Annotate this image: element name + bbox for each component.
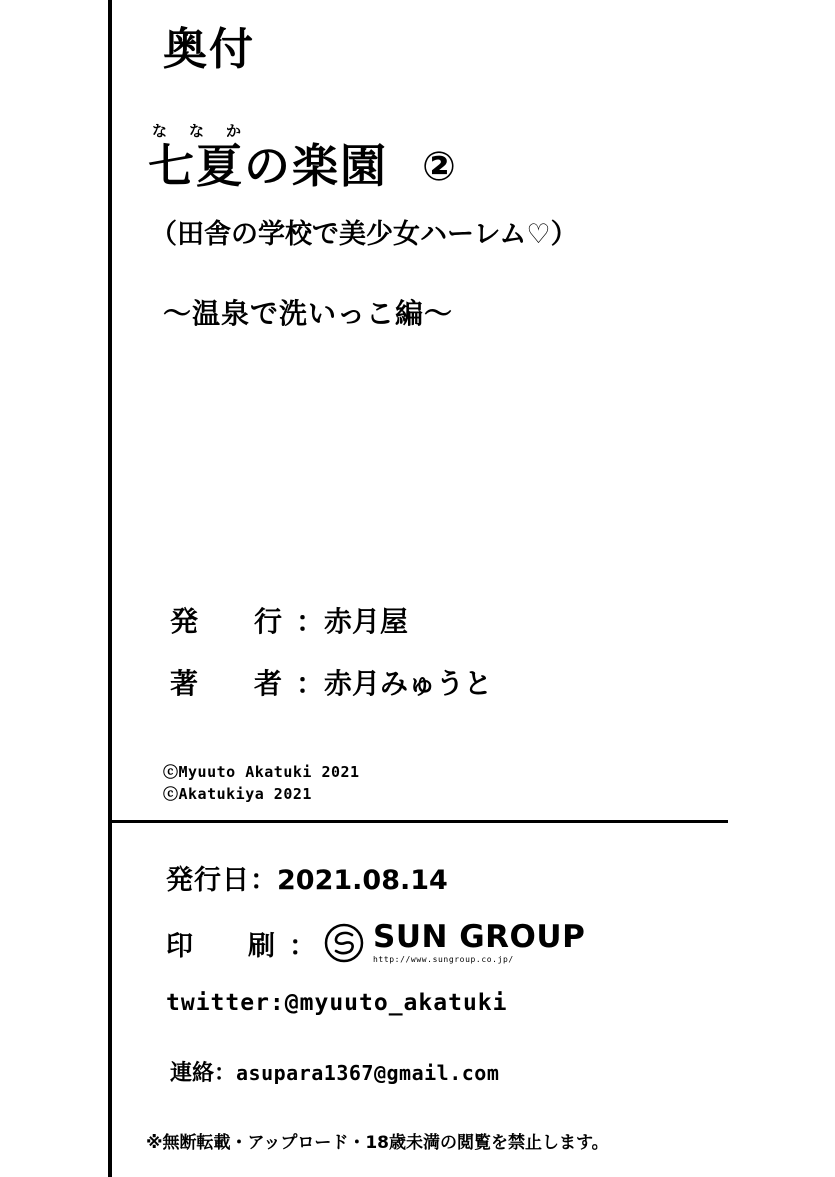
author-row: [170, 662, 492, 702]
publication-date-value: ：2021.08.14: [250, 865, 448, 896]
sun-swirl-icon: [324, 923, 364, 963]
publisher-row: [170, 600, 408, 640]
book-subtitle: （田舎の学校で美少女ハーレム♡）: [150, 219, 578, 250]
author-label: 著 者: [170, 667, 297, 700]
twitter-handle: twitter:@myuuto_akatuki: [166, 990, 508, 1016]
book-title-text: 七夏の楽園: [148, 139, 388, 193]
publication-date-label: 発行日: [166, 865, 250, 896]
printer-colon: ：: [289, 930, 316, 962]
contact-email: asupara1367@gmail.com: [236, 1061, 500, 1085]
printer-label: 印 刷: [166, 930, 289, 962]
left-vertical-rule: [108, 0, 112, 1177]
publisher-label: 発 行: [170, 605, 297, 638]
sun-group-url: http://www.sungroup.co.jp/: [373, 955, 514, 964]
copyright-block: [163, 762, 360, 806]
sun-group-logo: [324, 919, 586, 964]
volume-number: ②: [422, 144, 458, 190]
contact-row: [170, 1056, 499, 1087]
publisher-value: ：赤月屋: [296, 605, 409, 638]
sun-group-wordmark-block: [373, 919, 586, 964]
contact-label: 連絡：: [170, 1061, 237, 1086]
sun-group-wordmark: SUN GROUP: [373, 919, 586, 955]
horizontal-divider: [108, 820, 728, 823]
book-arc-title: 〜温泉で洗いっこ編〜: [163, 297, 454, 330]
legal-notice: ※無断転載・アップロード・18歳未満の閲覧を禁止します。: [146, 1133, 609, 1153]
printer-row: [166, 919, 586, 964]
title-ruby: ななか: [152, 122, 264, 140]
page-title: 奥付: [163, 24, 255, 75]
copyright-line-2: ⓒAkatukiya 2021: [163, 784, 312, 803]
author-value: ：赤月みゅうと: [296, 667, 493, 700]
publication-date-row: [166, 858, 448, 897]
copyright-line-1: ⓒMyuuto Akatuki 2021: [163, 763, 360, 781]
book-title: [148, 139, 458, 193]
